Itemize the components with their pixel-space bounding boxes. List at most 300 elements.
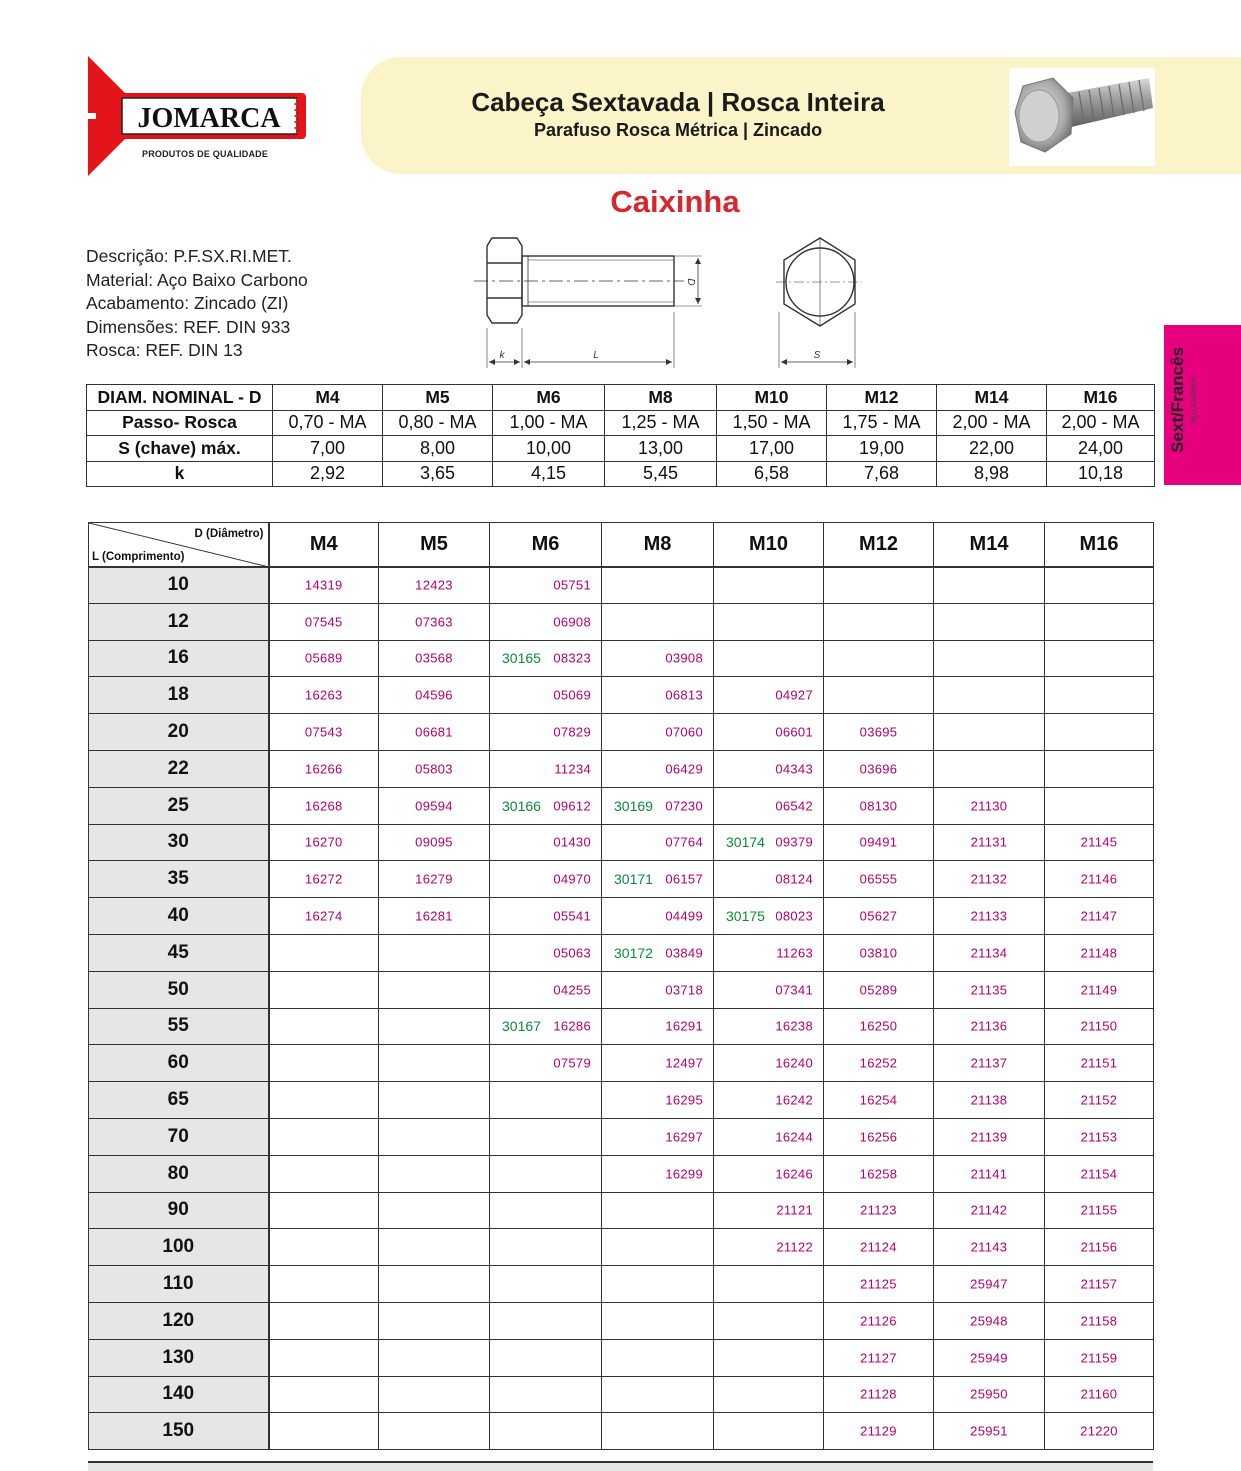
column-header: M6	[490, 523, 602, 567]
column-header: M14	[934, 523, 1045, 567]
code-cell	[490, 1302, 602, 1339]
side-tab-sublabel: Aço Carbono	[1189, 376, 1198, 424]
code-cell	[714, 603, 824, 640]
product-code: 07829	[553, 724, 591, 740]
logo-brand-text: JOMARCA	[137, 103, 281, 134]
code-cell	[1045, 1302, 1154, 1339]
drawing-label-s: S	[813, 350, 821, 361]
code-cell	[824, 1155, 934, 1192]
product-code: 21147	[1080, 908, 1118, 924]
product-code: 21148	[1080, 945, 1118, 961]
code-cell	[602, 1118, 714, 1155]
specs-value: 3,65	[383, 461, 493, 487]
code-cell	[269, 714, 379, 751]
code-cell	[824, 934, 934, 971]
product-code: 07060	[665, 724, 703, 740]
description-line: Material: Aço Baixo Carbono	[86, 269, 308, 290]
code-cell	[490, 1266, 602, 1303]
product-code: 06601	[775, 724, 813, 740]
product-code: 21129	[860, 1423, 897, 1439]
product-code: 21157	[1080, 1276, 1118, 1292]
code-cell	[1045, 1118, 1154, 1155]
code-cell	[1045, 567, 1154, 604]
product-code: 16268	[304, 798, 343, 814]
specs-row-label: S (chave) máx.	[87, 436, 273, 462]
product-code: 21149	[1080, 982, 1118, 998]
length-label: 20	[89, 714, 269, 751]
code-cell	[602, 898, 714, 935]
product-code: 05541	[553, 908, 591, 924]
code-cell	[934, 1339, 1045, 1376]
table-row	[89, 934, 1154, 971]
code-cell	[379, 934, 490, 971]
code-cell	[714, 1155, 824, 1192]
code-cell	[934, 640, 1045, 677]
code-cell	[269, 1229, 379, 1266]
product-code: 21151	[1080, 1055, 1118, 1071]
code-cell	[490, 1045, 602, 1082]
product-code: 07230	[665, 798, 703, 814]
code-cell	[1045, 824, 1154, 861]
code-cell	[824, 1302, 934, 1339]
length-label: 35	[89, 861, 269, 898]
code-cell	[602, 1376, 714, 1413]
code-cell	[269, 824, 379, 861]
length-label: 25	[89, 787, 269, 824]
code-cell	[824, 861, 934, 898]
code-cell	[1045, 640, 1154, 677]
product-code: 16274	[304, 908, 343, 924]
product-code: 09612	[553, 798, 591, 814]
product-code: 09379	[775, 834, 813, 850]
code-cell	[602, 714, 714, 751]
product-code: 16244	[775, 1129, 813, 1145]
specs-table	[86, 384, 1155, 487]
code-cell	[269, 1413, 379, 1450]
code-cell	[269, 861, 379, 898]
code-cell	[490, 603, 602, 640]
specs-value: 1,75 - MA	[827, 410, 937, 436]
code-cell	[379, 1008, 490, 1045]
code-cell	[824, 787, 934, 824]
code-cell	[1045, 898, 1154, 935]
code-cell	[490, 1008, 602, 1045]
length-label: 50	[89, 971, 269, 1008]
codes-header-row	[89, 523, 1154, 567]
code-cell	[1045, 1413, 1154, 1450]
code-cell	[379, 1192, 490, 1229]
length-label: 12	[89, 603, 269, 640]
code-cell	[379, 1155, 490, 1192]
code-cell	[714, 898, 824, 935]
code-cell	[379, 714, 490, 751]
code-cell	[490, 1082, 602, 1119]
code-cell	[714, 750, 824, 787]
column-header: M12	[824, 523, 934, 567]
code-cell	[602, 603, 714, 640]
code-cell	[714, 714, 824, 751]
code-cell	[269, 677, 379, 714]
product-code: 05063	[553, 945, 591, 961]
code-cell	[934, 1302, 1045, 1339]
product-code: 16238	[775, 1018, 813, 1034]
code-cell	[824, 1008, 934, 1045]
code-cell	[490, 787, 602, 824]
product-code: 25951	[970, 1423, 1008, 1439]
bolt-photo	[1009, 68, 1155, 166]
code-cell	[602, 677, 714, 714]
product-code: 08323	[553, 650, 591, 666]
code-cell	[269, 567, 379, 604]
product-description	[86, 245, 308, 363]
product-code: 08130	[859, 798, 898, 814]
product-code: 03695	[859, 724, 898, 740]
code-cell	[714, 1266, 824, 1303]
product-code: 21143	[970, 1239, 1008, 1255]
column-header: M10	[714, 523, 824, 567]
code-cell	[269, 1045, 379, 1082]
code-cell	[1045, 1339, 1154, 1376]
code-cell	[824, 750, 934, 787]
code-cell	[714, 1008, 824, 1045]
product-code: 21159	[1080, 1350, 1118, 1366]
table-row	[89, 1118, 1154, 1155]
code-cell	[714, 677, 824, 714]
product-code: 21121	[776, 1202, 813, 1218]
specs-value: 1,25 - MA	[605, 410, 717, 436]
product-code: 16299	[665, 1166, 703, 1182]
code-cell	[934, 1155, 1045, 1192]
table-row	[89, 1339, 1154, 1376]
specs-header-cell: M10	[717, 385, 827, 411]
description-line: Descrição: P.F.SX.RI.MET.	[86, 246, 292, 266]
code-cell	[490, 640, 602, 677]
specs-header-cell: M5	[383, 385, 493, 411]
product-code: 04927	[775, 687, 813, 703]
table-row	[89, 750, 1154, 787]
table-row	[89, 1045, 1154, 1082]
code-cell	[379, 603, 490, 640]
specs-value: 10,00	[493, 436, 605, 462]
code-cell	[824, 714, 934, 751]
code-cell	[1045, 677, 1154, 714]
code-cell	[490, 934, 602, 971]
table-row	[89, 787, 1154, 824]
product-code: 21122	[776, 1239, 813, 1255]
specs-value: 2,00 - MA	[1047, 410, 1155, 436]
specs-value: 13,00	[605, 436, 717, 462]
product-code: 14319	[304, 577, 343, 593]
code-cell	[714, 1376, 824, 1413]
code-cell	[379, 861, 490, 898]
product-code: 05803	[415, 761, 453, 777]
code-cell	[714, 1192, 824, 1229]
product-code: 06542	[775, 798, 813, 814]
code-cell	[379, 971, 490, 1008]
length-label: 70	[89, 1118, 269, 1155]
product-code: 03849	[665, 945, 703, 961]
code-cell	[824, 1376, 934, 1413]
corner-length-label: L (Comprimento)	[92, 550, 185, 563]
product-code: 06908	[553, 614, 591, 630]
code-cell	[934, 677, 1045, 714]
product-code: 21131	[970, 834, 1008, 850]
code-cell	[269, 1155, 379, 1192]
code-cell	[602, 1045, 714, 1082]
product-code: 16263	[304, 687, 343, 703]
jomarca-logo	[86, 56, 316, 178]
corner-diameter-label: D (Diâmetro)	[194, 528, 264, 540]
code-cell	[714, 1045, 824, 1082]
product-code: 21142	[970, 1202, 1008, 1218]
code-cell	[269, 787, 379, 824]
code-cell	[602, 1302, 714, 1339]
length-label: 60	[89, 1045, 269, 1082]
code-cell	[934, 567, 1045, 604]
specs-row	[87, 410, 1155, 436]
specs-value: 1,50 - MA	[717, 410, 827, 436]
product-code: 21138	[970, 1092, 1008, 1108]
code-cell	[269, 1082, 379, 1119]
code-cell	[1045, 971, 1154, 1008]
product-code: 04255	[553, 982, 591, 998]
product-code: 04343	[775, 761, 813, 777]
code-cell	[714, 1302, 824, 1339]
code-cell	[824, 1045, 934, 1082]
code-cell	[1045, 1155, 1154, 1192]
length-label: 90	[89, 1192, 269, 1229]
specs-value: 7,00	[273, 436, 383, 462]
product-code: 16252	[859, 1055, 898, 1071]
page-title: Cabeça Sextavada | Rosca Inteira	[471, 87, 885, 117]
product-code: 21134	[970, 945, 1008, 961]
code-cell	[379, 1413, 490, 1450]
table-row	[89, 1302, 1154, 1339]
table-row	[89, 603, 1154, 640]
code-cell	[490, 971, 602, 1008]
code-cell	[379, 1266, 490, 1303]
product-code: 21153	[1080, 1129, 1118, 1145]
table-row	[89, 714, 1154, 751]
product-code: 16295	[665, 1092, 703, 1108]
column-header: M5	[379, 523, 490, 567]
code-cell	[934, 1229, 1045, 1266]
code-cell	[379, 1045, 490, 1082]
product-code: 21125	[860, 1276, 897, 1292]
code-cell	[934, 1192, 1045, 1229]
code-cell	[490, 1192, 602, 1229]
side-tab-label: Sext/Francês	[1168, 347, 1187, 453]
code-cell	[1045, 603, 1154, 640]
product-code: 21145	[1080, 834, 1118, 850]
column-header: M4	[269, 523, 379, 567]
code-cell	[1045, 787, 1154, 824]
drawing-label-l: L	[593, 350, 599, 361]
product-code: 21220	[1080, 1423, 1118, 1439]
specs-row-label: k	[87, 461, 273, 487]
specs-row-label: Passo- Rosca	[87, 410, 273, 436]
alt-code: 30166	[502, 797, 541, 814]
code-cell	[602, 567, 714, 604]
description-line: Dimensões: REF. DIN 933	[86, 316, 291, 337]
code-cell	[934, 1413, 1045, 1450]
product-code: 21133	[970, 908, 1008, 924]
table-row	[89, 1266, 1154, 1303]
code-cell	[824, 603, 934, 640]
specs-value: 19,00	[827, 436, 937, 462]
specs-row	[87, 461, 1155, 487]
code-cell	[490, 1229, 602, 1266]
product-code: 16258	[859, 1166, 898, 1182]
specs-header-cell: DIAM. NOMINAL - D	[87, 385, 273, 411]
column-header: M16	[1045, 523, 1154, 567]
length-label: 150	[89, 1413, 269, 1450]
code-cell	[934, 861, 1045, 898]
code-cell	[1045, 1082, 1154, 1119]
code-cell	[490, 1118, 602, 1155]
product-code: 16272	[304, 871, 343, 887]
drawing-label-d: D	[685, 278, 696, 286]
product-code: 21130	[970, 798, 1008, 814]
product-code: 21155	[1080, 1202, 1118, 1218]
alt-code: 30175	[726, 908, 765, 925]
product-code: 21123	[860, 1202, 897, 1218]
code-cell	[824, 898, 934, 935]
table-row	[89, 1192, 1154, 1229]
product-code: 07579	[553, 1055, 591, 1071]
drawing-label-k: k	[499, 350, 505, 361]
product-code: 16281	[415, 908, 453, 924]
code-cell	[934, 714, 1045, 751]
length-label: 45	[89, 934, 269, 971]
code-cell	[934, 1118, 1045, 1155]
specs-value: 8,98	[937, 461, 1047, 487]
code-cell	[379, 1339, 490, 1376]
specs-value: 0,80 - MA	[383, 410, 493, 436]
product-code: 21137	[970, 1055, 1008, 1071]
alt-code: 30165	[502, 650, 541, 667]
product-code: 09095	[415, 834, 453, 850]
product-code: 21141	[970, 1166, 1008, 1182]
product-code: 04596	[415, 687, 453, 703]
product-code: 25947	[970, 1276, 1008, 1292]
code-cell	[714, 1229, 824, 1266]
product-code: 21135	[970, 982, 1008, 998]
product-code: 11263	[776, 945, 813, 961]
specs-header-cell: M6	[493, 385, 605, 411]
code-cell	[602, 971, 714, 1008]
code-cell	[269, 898, 379, 935]
code-cell	[824, 1192, 934, 1229]
code-cell	[379, 567, 490, 604]
product-code: 16246	[775, 1166, 813, 1182]
code-cell	[602, 1192, 714, 1229]
code-cell	[602, 861, 714, 898]
product-code: 12497	[665, 1055, 703, 1071]
product-code: 08124	[775, 871, 813, 887]
code-cell	[714, 1413, 824, 1450]
code-cell	[490, 1376, 602, 1413]
code-cell	[1045, 1266, 1154, 1303]
product-code: 16279	[415, 871, 453, 887]
product-code: 03810	[859, 945, 898, 961]
product-code: 21132	[970, 871, 1008, 887]
code-cell	[934, 1376, 1045, 1413]
code-cell	[379, 898, 490, 935]
code-cell	[269, 971, 379, 1008]
code-cell	[269, 1008, 379, 1045]
code-cell	[824, 567, 934, 604]
specs-value: 22,00	[937, 436, 1047, 462]
code-cell	[714, 567, 824, 604]
alt-code: 30169	[614, 797, 653, 814]
product-code: 16250	[859, 1018, 898, 1034]
product-code: 25948	[970, 1313, 1008, 1329]
product-code: 12423	[415, 577, 453, 593]
specs-value: 6,58	[717, 461, 827, 487]
specs-header-row	[87, 385, 1155, 411]
code-cell	[934, 1082, 1045, 1119]
product-code: 07543	[304, 724, 343, 740]
length-label: 65	[89, 1082, 269, 1119]
product-code: 16291	[665, 1018, 703, 1034]
code-cell	[490, 750, 602, 787]
specs-value: 10,18	[1047, 461, 1155, 487]
code-cell	[824, 1413, 934, 1450]
code-cell	[379, 640, 490, 677]
code-cell	[934, 934, 1045, 971]
description-line: Rosca: REF. DIN 13	[86, 340, 243, 360]
product-code: 21139	[970, 1129, 1008, 1145]
length-label: 100	[89, 1229, 269, 1266]
specs-value: 8,00	[383, 436, 493, 462]
code-cell	[269, 603, 379, 640]
product-code: 16242	[775, 1092, 813, 1108]
code-cell	[602, 1339, 714, 1376]
header-banner	[361, 57, 1241, 174]
specs-header-cell: M4	[273, 385, 383, 411]
code-cell	[934, 898, 1045, 935]
code-cell	[379, 677, 490, 714]
code-cell	[490, 714, 602, 751]
code-cell	[269, 750, 379, 787]
code-cell	[269, 1376, 379, 1413]
code-cell	[379, 1376, 490, 1413]
code-cell	[714, 640, 824, 677]
product-code: 08023	[775, 908, 813, 924]
product-code: 21150	[1080, 1018, 1118, 1034]
table-row	[89, 1082, 1154, 1119]
alt-code: 30172	[614, 944, 653, 961]
product-code: 03908	[665, 650, 703, 666]
product-code: 04499	[665, 908, 703, 924]
code-cell	[490, 861, 602, 898]
code-cell	[714, 1339, 824, 1376]
code-cell	[490, 824, 602, 861]
code-cell	[714, 824, 824, 861]
table-row	[89, 1155, 1154, 1192]
code-cell	[269, 1302, 379, 1339]
code-cell	[379, 824, 490, 861]
code-cell	[824, 1339, 934, 1376]
code-cell	[602, 787, 714, 824]
code-cell	[824, 1082, 934, 1119]
code-cell	[824, 1118, 934, 1155]
code-cell	[490, 1339, 602, 1376]
product-code: 21127	[860, 1350, 897, 1366]
alt-code: 30171	[614, 871, 653, 888]
table-row	[89, 861, 1154, 898]
